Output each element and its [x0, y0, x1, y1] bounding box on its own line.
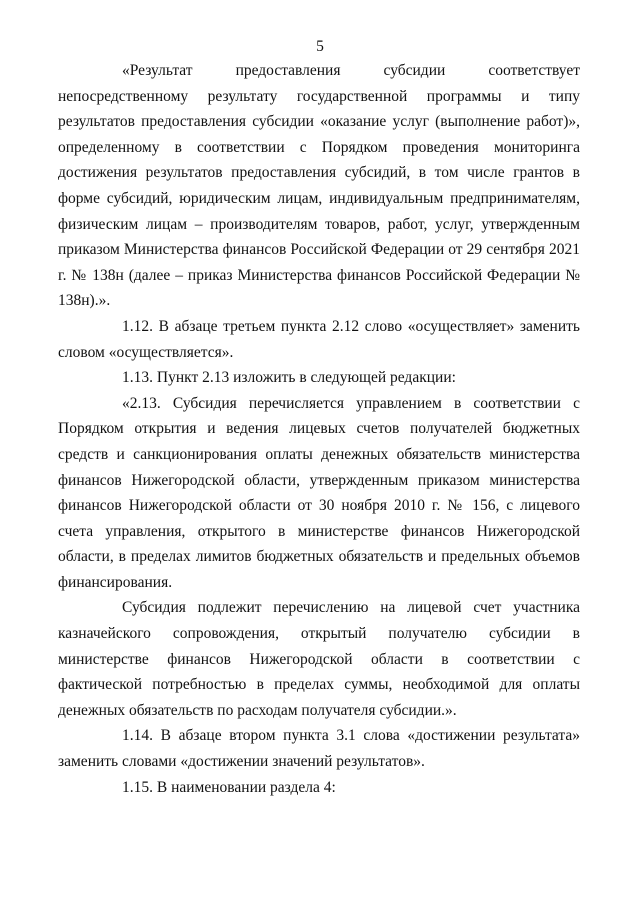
paragraph-result-subsidy: «Результат предоставления субсидии соответствует непосредственному результату государственной программы и типу результатов предоставления субсидии «оказание услуг (выполнение работ)», определенному в соответствии с Порядком проведения мониторинга достижения результатов предоставления субсидий, в том числе грантов в форме субсидий, юридическим лицам, индивидуальным предпринимателям, физическим лицам – производителям товаров, работ, услуг, утвержденным приказом Министерства финансов Российской Федерации от 29 сентября 2021 г. № 138н (далее – приказ Министерства финансов Российской Федерации № 138н).».: [58, 62, 580, 310]
paragraph-2-13: «2.13. Субсидия перечисляется управлением в соответствии с Порядком открытия и ведения лицевых счетов получателей бюджетных средств и санкционирования оплаты денежных обязательств министерства финансов Нижегородской области, утвержденным приказом министерства финансов Нижегородской области от 30 ноября 2010 г. № 156, с лицевого счета управления, открытого в министерстве финансов Нижегородской области, в пределах лимитов бюджетных обязательств и предельных объемов финансирования.: [58, 394, 580, 591]
page-number: 5: [316, 38, 324, 55]
paragraph-1-15: 1.15. В наименовании раздела 4:: [122, 778, 336, 796]
paragraph-subsidy-transfer: Субсидия подлежит перечислению на лицевой счет участника казначейского сопровождения, открытый получателю субсидии в министерстве финансов Нижегородской области в соответствии с фактической потребностью в пределах суммы, необходимой для оплаты денежных обязательств по расходам получателя субсидии.».: [58, 599, 580, 719]
paragraph-1-14: 1.14. В абзаце втором пункта 3.1 слова «достижении результата» заменить словами «достижении значений результатов».: [58, 727, 580, 771]
paragraph-1-13: 1.13. Пункт 2.13 изложить в следующей редакции:: [122, 369, 456, 387]
document-body: [58, 58, 580, 800]
paragraph-1-12: 1.12. В абзаце третьем пункта 2.12 слово «осуществляет» заменить словом «осуществляется».: [58, 317, 580, 361]
